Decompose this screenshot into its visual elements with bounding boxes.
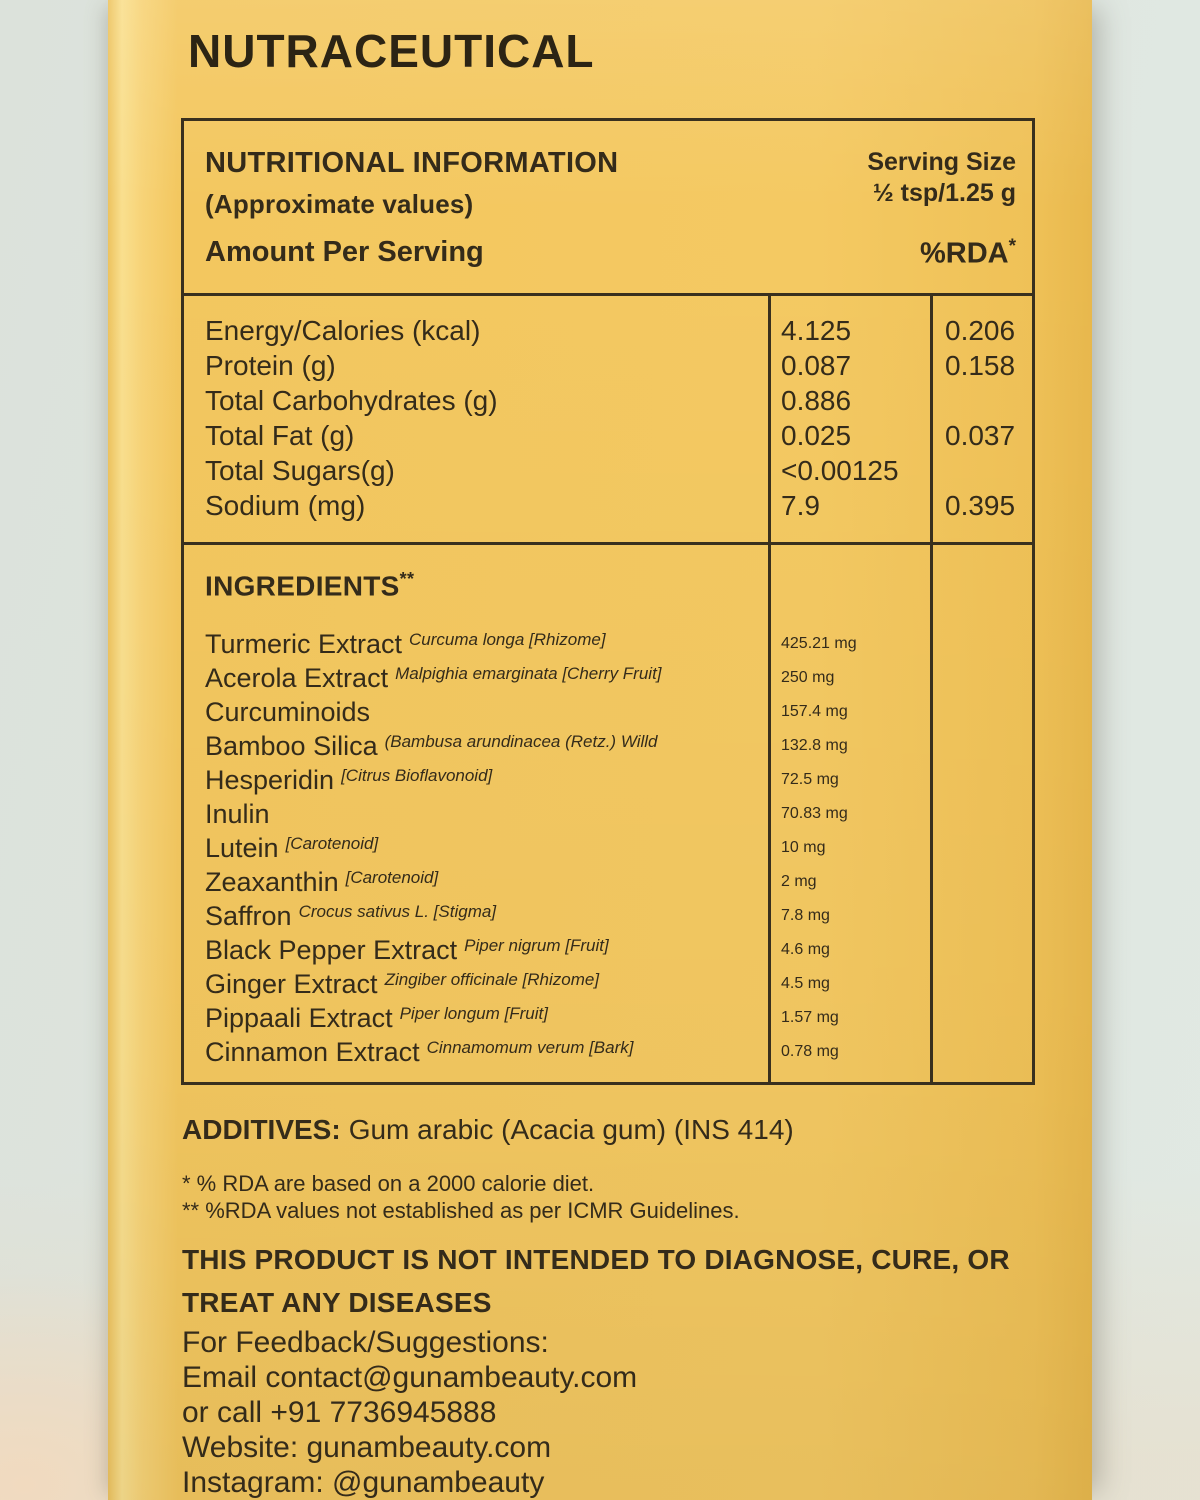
list-item	[184, 763, 1032, 797]
nutrient-amount: 0.886	[781, 385, 852, 416]
nutrient-label: Sodium (mg)	[205, 490, 366, 521]
nutrient-rda	[930, 453, 1032, 488]
rda-column-label	[920, 236, 1016, 271]
ingredient-species: Curcuma longa [Rhizome]	[409, 630, 606, 650]
additives-value: Gum arabic (Acacia gum) (INS 414)	[348, 1114, 794, 1145]
amount-per-serving-label: Amount Per Serving	[205, 236, 484, 268]
rda-asterisk: *	[1008, 236, 1016, 257]
product-box-panel	[108, 0, 1092, 1500]
table-row	[184, 453, 1032, 488]
nutrient-amount: <0.00125	[781, 455, 899, 486]
nutrient-amount: 0.025	[781, 420, 852, 451]
ingredient-amount: 132.8 mg	[781, 737, 848, 755]
disclaimer-line-1: THIS PRODUCT IS NOT INTENDED TO DIAGNOSE, CURE, OR	[182, 1244, 1010, 1275]
ingredient-amount: 72.5 mg	[781, 771, 839, 789]
column-divider-2	[930, 296, 933, 542]
contact-phone-line: or call +91 7736945888	[182, 1396, 497, 1429]
ingredient-amount: 7.8 mg	[781, 907, 830, 925]
list-item	[184, 967, 1032, 1001]
additives-label: ADDITIVES:	[182, 1114, 341, 1145]
ingredient-name: Zeaxanthin	[205, 867, 339, 898]
footnote-rda: * % RDA are based on a 2000 calorie diet.	[182, 1171, 595, 1196]
ingredient-species: Crocus sativus L. [Stigma]	[298, 902, 497, 922]
nutrient-rda: 0.395	[945, 490, 1016, 521]
table-row	[184, 488, 1032, 523]
additives-line	[182, 1114, 794, 1146]
list-item	[184, 695, 1032, 729]
ingredient-species: [Carotenoid]	[285, 834, 379, 854]
serving-size-block	[867, 147, 1016, 220]
ingredient-name: Bamboo Silica	[205, 731, 378, 762]
table-header-section	[184, 121, 1032, 293]
ingredient-name: Pippaali Extract	[205, 1003, 393, 1034]
nutrient-amount: 4.125	[781, 315, 852, 346]
list-item	[184, 865, 1032, 899]
ingredient-amount: 70.83 mg	[781, 805, 848, 823]
ingredient-amount: 10 mg	[781, 839, 826, 857]
ingredient-amount: 1.57 mg	[781, 1009, 839, 1027]
nutrient-label: Protein (g)	[205, 350, 336, 381]
nutrient-label: Energy/Calories (kcal)	[205, 315, 481, 346]
ingredient-amount: 425.21 mg	[781, 635, 857, 653]
ingredient-species: Zingiber officinale [Rhizome]	[384, 970, 600, 990]
ingredient-amount: 4.6 mg	[781, 941, 830, 959]
ingredient-species: [Carotenoid]	[345, 868, 439, 888]
table-row	[184, 313, 1032, 348]
nutrient-rda	[930, 383, 1032, 418]
ingredients-heading	[184, 569, 1032, 602]
serving-size-label: Serving Size	[867, 148, 1016, 176]
list-item	[184, 831, 1032, 865]
ingredient-species: [Citrus Bioflavonoid]	[341, 766, 493, 786]
list-item	[184, 1001, 1032, 1035]
column-divider-2	[930, 545, 933, 1082]
ingredients-rows	[184, 627, 1032, 1069]
footnote-icmr: ** %RDA values not established as per ICMR Guidelines.	[182, 1198, 740, 1223]
nutrient-label: Total Fat (g)	[205, 420, 355, 451]
ingredient-name: Acerola Extract	[205, 663, 389, 694]
list-item	[184, 797, 1032, 831]
nutrition-table	[181, 118, 1035, 1085]
nutrient-rda: 0.158	[945, 350, 1016, 381]
ingredients-asterisks: **	[399, 569, 415, 589]
ingredient-species: (Bambusa arundinacea (Retz.) Willd	[384, 732, 658, 752]
nutrition-values-section	[184, 293, 1032, 542]
contact-feedback-line: For Feedback/Suggestions:	[182, 1326, 549, 1359]
ingredient-amount: 2 mg	[781, 873, 817, 891]
ingredient-species: Malpighia emarginata [Cherry Fruit]	[395, 664, 662, 684]
ingredient-amount: 250 mg	[781, 669, 835, 687]
header-left	[205, 147, 618, 220]
disclaimer	[182, 1238, 1010, 1324]
list-item	[184, 729, 1032, 763]
ingredient-name: Ginger Extract	[205, 969, 378, 1000]
nutrient-amount: 0.087	[781, 350, 852, 381]
panel-title: NUTRACEUTICAL	[188, 25, 595, 77]
ingredient-name: Lutein	[205, 833, 279, 864]
ingredient-name: Saffron	[205, 901, 292, 932]
ingredients-section	[184, 542, 1032, 1082]
ingredient-name: Inulin	[205, 799, 270, 830]
ingredient-name: Turmeric Extract	[205, 629, 403, 660]
nutrient-amount: 7.9	[781, 490, 820, 521]
ingredient-species: Piper longum [Fruit]	[399, 1004, 548, 1024]
ingredient-amount: 0.78 mg	[781, 1043, 839, 1061]
column-divider-1	[768, 296, 771, 542]
list-item	[184, 899, 1032, 933]
list-item	[184, 1035, 1032, 1069]
contact-website-line: Website: gunambeauty.com	[182, 1431, 552, 1464]
ingredient-species: Cinnamomum verum [Bark]	[426, 1038, 634, 1058]
serving-size-value: ½ tsp/1.25 g	[872, 179, 1016, 207]
contact-block	[182, 1325, 637, 1500]
ingredient-amount: 157.4 mg	[781, 703, 848, 721]
contact-instagram-line: Instagram: @gunambeauty	[182, 1466, 545, 1499]
table-row	[184, 418, 1032, 453]
nutrient-label: Total Sugars(g)	[205, 455, 395, 486]
ingredients-heading-text: INGREDIENTS	[205, 570, 400, 602]
nutrient-rda: 0.037	[945, 420, 1016, 451]
disclaimer-line-2: TREAT ANY DISEASES	[182, 1287, 492, 1318]
ingredient-name: Black Pepper Extract	[205, 935, 458, 966]
ingredient-name: Curcuminoids	[205, 697, 371, 728]
footnotes	[182, 1170, 740, 1224]
table-row	[184, 348, 1032, 383]
rda-label-text: %RDA	[919, 237, 1009, 270]
ingredient-amount: 4.5 mg	[781, 975, 830, 993]
ingredient-name: Hesperidin	[205, 765, 335, 796]
column-divider-1	[768, 545, 771, 1082]
ingredient-name: Cinnamon Extract	[205, 1037, 420, 1068]
nutrient-rda: 0.206	[945, 315, 1016, 346]
ingredient-species: Piper nigrum [Fruit]	[464, 936, 609, 956]
list-item	[184, 933, 1032, 967]
approximate-values-subtitle: (Approximate values)	[205, 189, 474, 219]
contact-email-line: Email contact@gunambeauty.com	[182, 1361, 638, 1394]
nutrient-label: Total Carbohydrates (g)	[205, 385, 498, 416]
list-item	[184, 661, 1032, 695]
table-row	[184, 383, 1032, 418]
nutritional-information-title: NUTRITIONAL INFORMATION	[205, 147, 619, 179]
list-item	[184, 627, 1032, 661]
